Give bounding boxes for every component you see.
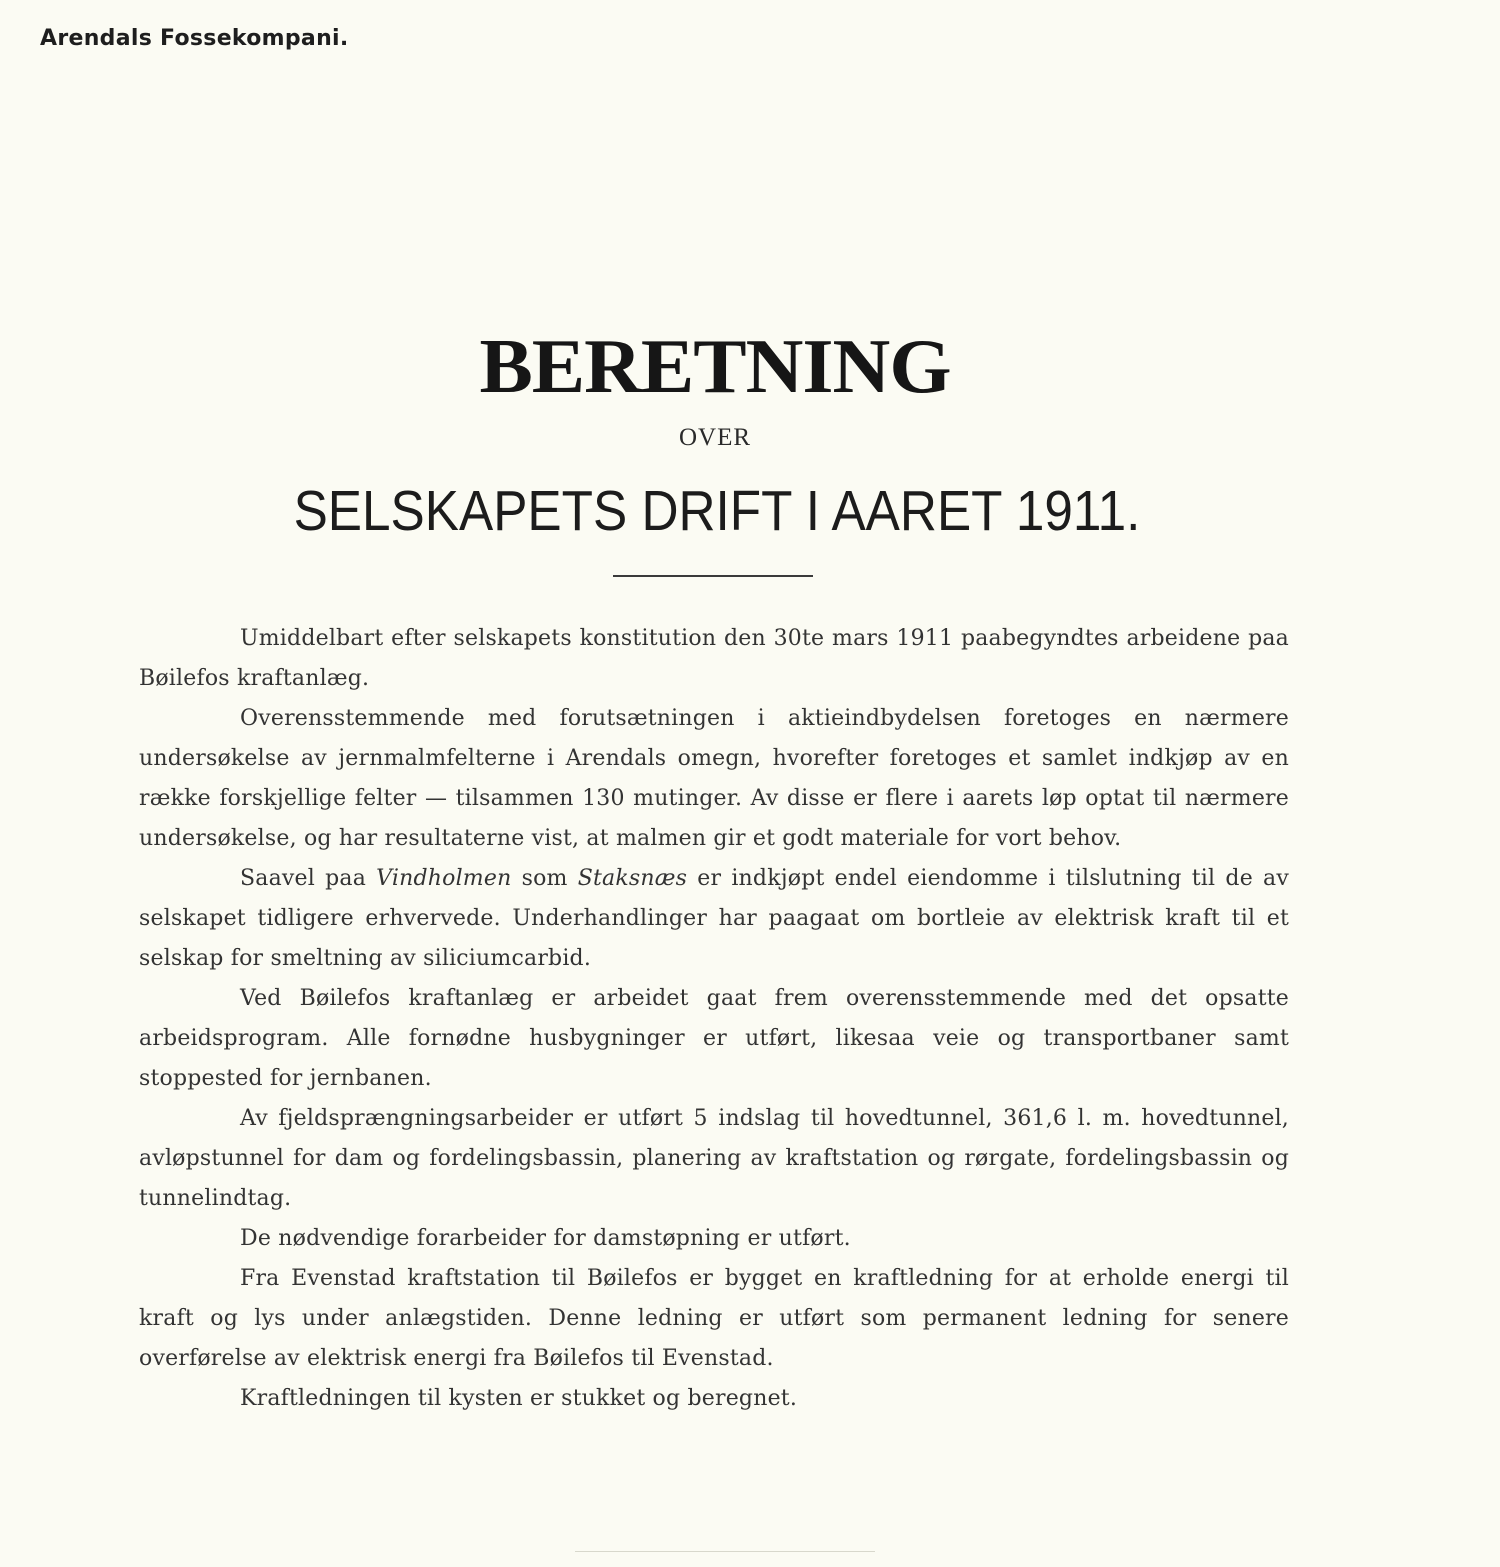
title-divider <box>613 575 813 577</box>
paragraph-3-part-c: er indkjøpt endel eiendomme i tilslutning til de av selskapet tidligere erhvervede. Underhandlinger har paagaat om bortleie av elektrisk kraft til et selskap for smeltning av siliciumcarbid. <box>139 866 1289 971</box>
paragraph-5: Av fjeldsprængningsarbeider er utført 5 indslag til hovedtunnel, 361,6 l. m. hovedtunnel, avløpstunnel for dam og fordelingsbassin, planering av kraftstation og rørgate, fordelingsbassin og tunnelindtag. <box>139 1106 1289 1211</box>
paragraph-1: Umiddelbart efter selskapets konstitution den 30te mars 1911 paabegyndtes arbeidene paa Bøilefos kraftanlæg. <box>139 626 1289 691</box>
paragraph-3-part-b: som <box>511 866 578 891</box>
bottom-divider <box>575 1551 875 1552</box>
paragraph-8: Kraftledningen til kysten er stukket og beregnet. <box>240 1386 798 1411</box>
report-body <box>139 619 1289 1419</box>
paragraph-2: Overensstemmende med forutsætningen i aktieindbydelsen foretoges en nærmere undersøkelse av jernmalmfelterne i Arendals omegn, hvorefter foretoges et samlet indkjøp av en række forskjellige felter — tilsammen 130 mutinger. Av disse er flere i aarets løp optat til nærmere undersøkelse, og har resultaterne vist, at malmen gir et godt materiale for vort behov. <box>139 706 1289 851</box>
paragraph-3 <box>139 859 1289 979</box>
place-staksnaes: Staksnæs <box>577 866 688 891</box>
paragraph-3-part-a: Saavel paa <box>240 866 377 891</box>
paragraph-6: De nødvendige forarbeider for damstøpning er utført. <box>240 1226 851 1251</box>
company-header: Arendals Fossekompani. <box>40 26 349 51</box>
document-title: BERETNING <box>479 324 951 410</box>
place-vindholmen: Vindholmen <box>376 866 512 891</box>
paragraph-7: Fra Evenstad kraftstation til Bøilefos er bygget en kraftledning for at erholde energi til kraft og lys under anlægstiden. Denne ledning er utført som permanent ledning for senere overførelse av elektrisk energi fra Bøilefos til Evenstad. <box>139 1266 1289 1371</box>
document-subtitle: SELSKAPETS DRIFT I AARET 1911. <box>293 479 1141 543</box>
paragraph-4: Ved Bøilefos kraftanlæg er arbeidet gaat frem overensstemmende med det opsatte arbeidsprogram. Alle fornødne husbygninger er utført, likesaa veie og transportbaner samt stoppested for jernbanen. <box>139 986 1289 1091</box>
title-connector: OVER <box>678 424 752 451</box>
